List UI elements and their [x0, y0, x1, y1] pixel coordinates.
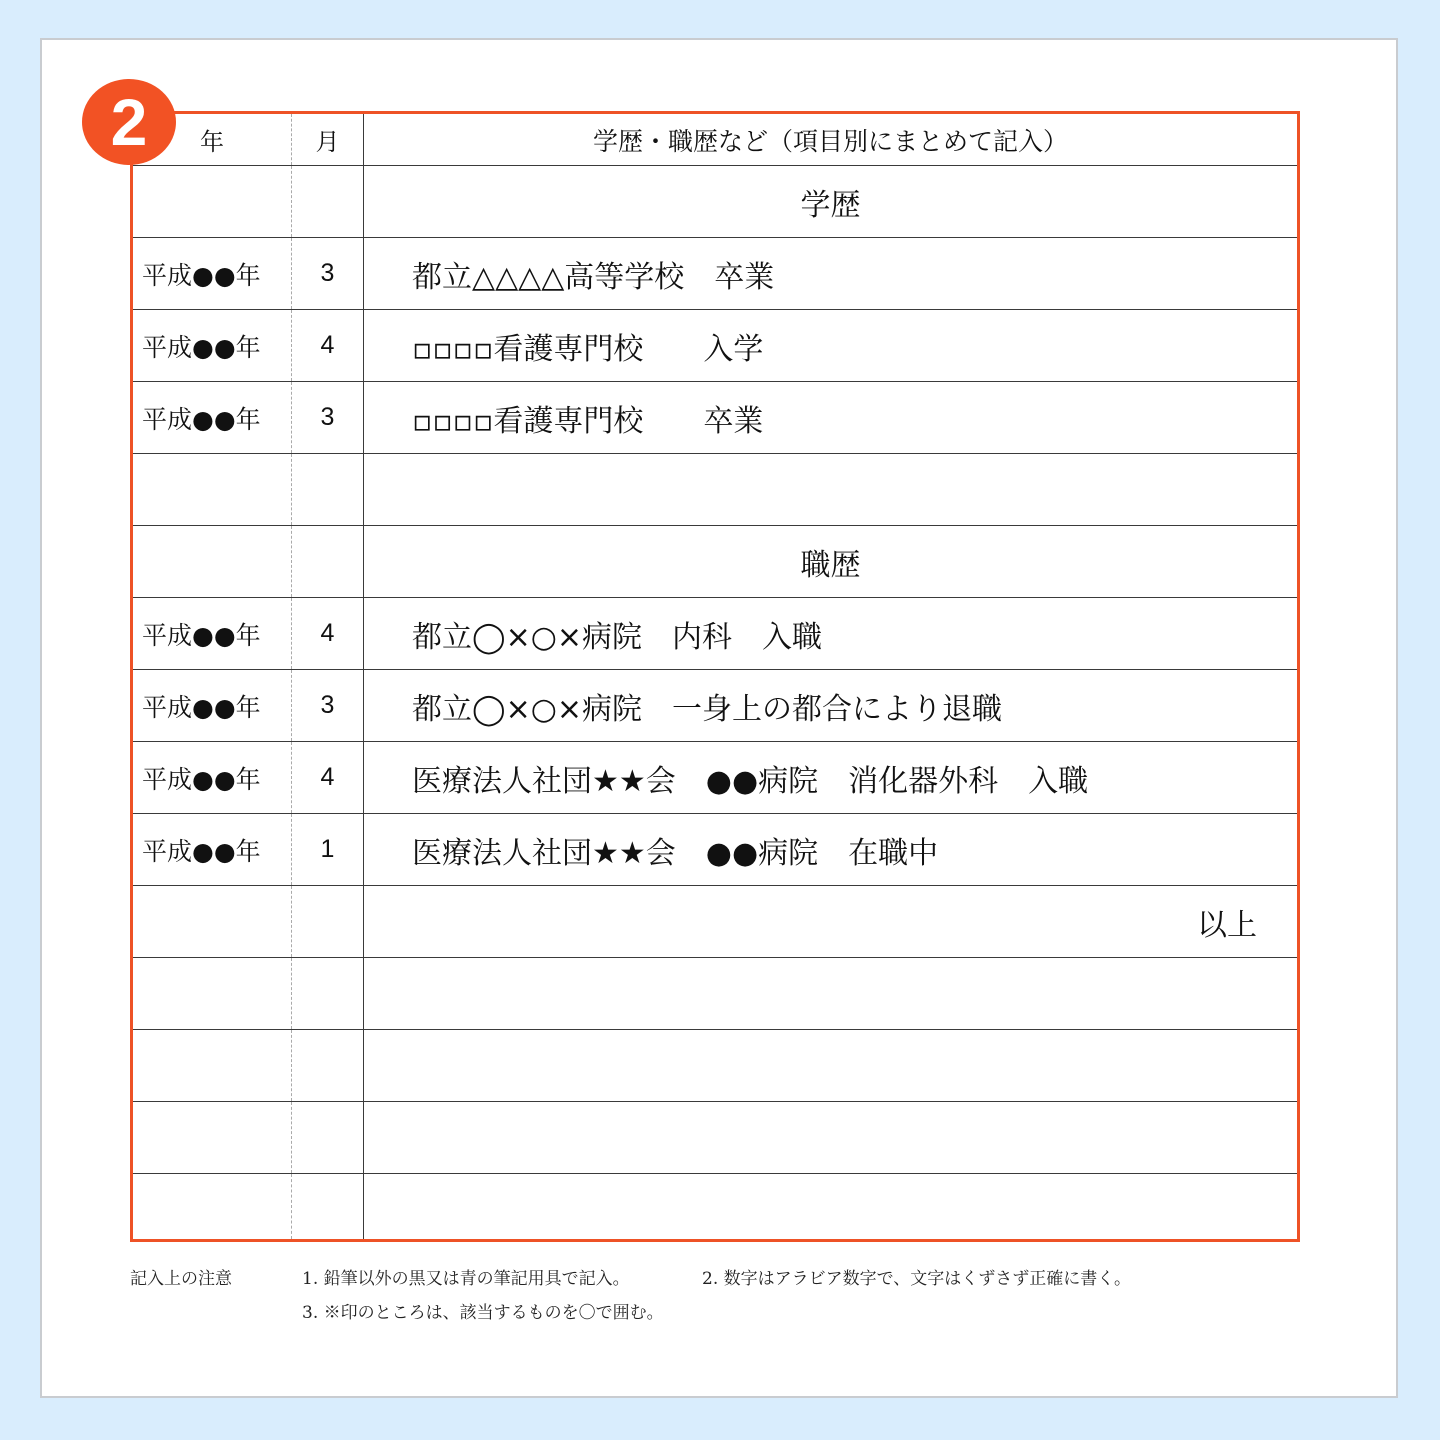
row-year: 平成●●年 — [133, 310, 292, 381]
row-month — [292, 958, 364, 1029]
row-description — [364, 958, 1297, 1029]
row-month: 3 — [292, 238, 364, 309]
header-description: 学歴・職歴など（項目別にまとめて記入） — [592, 126, 1068, 156]
table-row — [133, 670, 1297, 742]
header-year: 年 — [133, 114, 292, 165]
row-month — [292, 1102, 364, 1173]
row-year — [133, 1174, 292, 1239]
table-row — [133, 166, 1297, 238]
row-year: 平成●●年 — [133, 238, 292, 309]
row-description: 都立△△△△高等学校 卒業 — [412, 259, 775, 295]
row-description — [364, 1174, 1297, 1239]
row-month — [292, 526, 364, 597]
table-header-row — [133, 114, 1297, 166]
row-month — [292, 1030, 364, 1101]
row-description: ▫▫▫▫看護専門校 入学 — [412, 331, 764, 367]
row-description: 都立◯×○×病院 一身上の都合により退職 — [412, 691, 1003, 727]
table-row — [133, 1102, 1297, 1174]
table-row — [133, 742, 1297, 814]
row-month — [292, 454, 364, 525]
note-3: 3. ※印のところは、該当するものを〇で囲む。 — [302, 1303, 664, 1323]
table-row — [133, 598, 1297, 670]
row-year: 平成●●年 — [133, 670, 292, 741]
row-description: 都立◯×○×病院 内科 入職 — [412, 619, 823, 655]
section-heading-work: 職歴 — [800, 547, 861, 583]
row-year — [133, 166, 292, 237]
table-row — [133, 1174, 1297, 1239]
row-month: 3 — [292, 382, 364, 453]
row-year — [133, 1030, 292, 1101]
row-year — [133, 1102, 292, 1173]
row-year — [133, 454, 292, 525]
row-month: 4 — [292, 310, 364, 381]
row-description: ▫▫▫▫看護専門校 卒業 — [412, 403, 764, 439]
row-year: 平成●●年 — [133, 814, 292, 885]
notes-label: 記入上の注意 — [130, 1269, 232, 1289]
step-number-badge: 2 — [82, 79, 176, 165]
row-description — [364, 454, 1297, 525]
table-row — [133, 526, 1297, 598]
row-year: 平成●●年 — [133, 382, 292, 453]
row-description: 医療法人社団★★会 ●●病院 在職中 — [412, 835, 939, 871]
row-year — [133, 526, 292, 597]
row-year: 平成●●年 — [133, 742, 292, 813]
section-heading-education: 学歴 — [800, 187, 861, 223]
row-month: 1 — [292, 814, 364, 885]
header-month: 月 — [292, 114, 364, 165]
row-year — [133, 886, 292, 957]
row-month: 4 — [292, 742, 364, 813]
note-2: 2. 数字はアラビア数字で、文字はくずさず正確に書く。 — [702, 1269, 1131, 1289]
table-row — [133, 958, 1297, 1030]
table-row — [133, 310, 1297, 382]
table-row — [133, 814, 1297, 886]
table-row — [133, 454, 1297, 526]
table-row — [133, 1030, 1297, 1102]
row-month — [292, 166, 364, 237]
row-month — [292, 1174, 364, 1239]
row-year — [133, 958, 292, 1029]
history-table — [130, 111, 1300, 1242]
row-month: 4 — [292, 598, 364, 669]
table-row — [133, 886, 1297, 958]
row-month — [292, 886, 364, 957]
row-year: 平成●●年 — [133, 598, 292, 669]
note-1: 1. 鉛筆以外の黒又は青の筆記用具で記入。 — [302, 1269, 630, 1289]
row-description: 医療法人社団★★会 ●●病院 消化器外科 入職 — [412, 763, 1089, 799]
row-month: 3 — [292, 670, 364, 741]
end-marker: 以上 — [1197, 907, 1257, 943]
row-description — [364, 1030, 1297, 1101]
row-description — [364, 1102, 1297, 1173]
table-row — [133, 382, 1297, 454]
table-row — [133, 238, 1297, 310]
